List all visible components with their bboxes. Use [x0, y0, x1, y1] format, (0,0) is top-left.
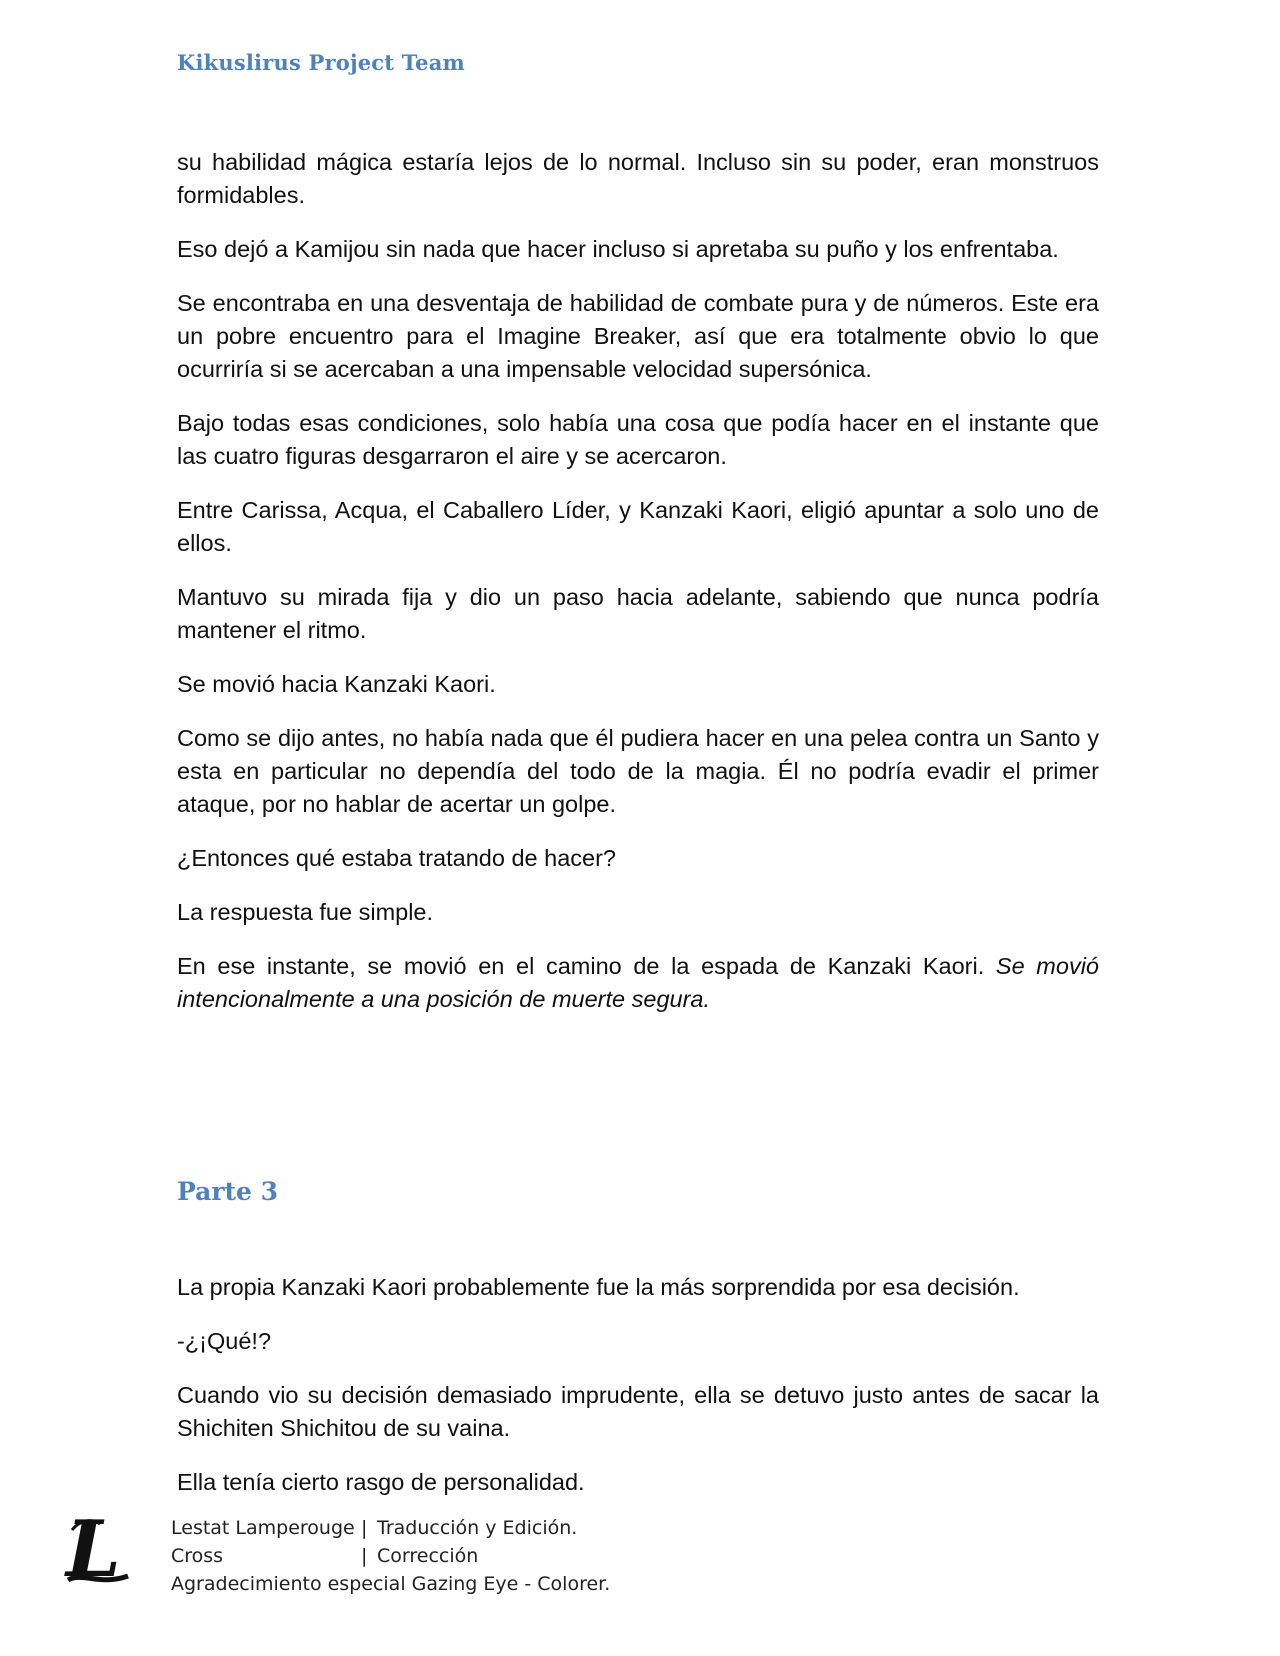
credits-block: [171, 1514, 610, 1598]
credit-separator: |: [361, 1517, 368, 1539]
page-header-title: Kikuslirus Project Team: [177, 50, 465, 75]
special-thanks: Agradecimiento especial Gazing Eye - Colorer.: [171, 1573, 611, 1595]
paragraph: La respuesta fue simple.: [177, 899, 434, 925]
italic-emphasis: Se movió intencionalmente a una posición de muerte segura.: [177, 953, 1099, 1012]
paragraph: Mantuvo su mirada fija y dio un paso hacia adelante, sabiendo que nunca podría mantener el ritmo.: [177, 584, 1099, 643]
gothic-letter-l-logo-icon: [62, 1510, 132, 1590]
paragraph: su habilidad mágica estaría lejos de lo normal. Incluso sin su poder, eran monstruos formidables.: [177, 149, 1099, 208]
page-footer: [0, 1510, 1280, 1630]
paragraph: -¿¡Qué!?: [177, 1328, 272, 1354]
paragraph: ¿Entonces qué estaba tratando de hacer?: [177, 845, 616, 871]
paragraph: Se movió hacia Kanzaki Kaori.: [177, 671, 496, 697]
paragraph: Ella tenía cierto rasgo de personalidad.: [177, 1469, 585, 1495]
body-text-part3: [177, 1271, 1099, 1520]
credit-separator: |: [361, 1545, 368, 1567]
paragraph: Entre Carissa, Acqua, el Caballero Líder, y Kanzaki Kaori, eligió apuntar a solo uno de ellos.: [177, 497, 1099, 556]
body-text-part2: [177, 146, 1099, 1037]
credit-role: Traducción y Edición.: [377, 1517, 578, 1539]
paragraph: Cuando vio su decisión demasiado imprudente, ella se detuvo justo antes de sacar la Shichiten Shichitou de su vaina.: [177, 1382, 1099, 1441]
section-heading: Parte 3: [177, 1177, 279, 1206]
credit-role: Corrección: [377, 1545, 479, 1567]
credit-row: [171, 1514, 610, 1542]
credit-row: [171, 1542, 610, 1570]
svg-text:L: L: [66, 1510, 121, 1590]
paragraph: Como se dijo antes, no había nada que él pudiera hacer en una pelea contra un Santo y esta en particular no dependía del todo de la magia. Él no podría evadir el primer ataque, por no hablar de acertar un golpe.: [177, 725, 1099, 817]
paragraph: La propia Kanzaki Kaori probablemente fue la más sorprendida por esa decisión.: [177, 1274, 1020, 1300]
paragraph: Se encontraba en una desventaja de habilidad de combate pura y de números. Este era un pobre encuentro para el Imagine Breaker, así que era totalmente obvio lo que ocurriría si se acercaban a una impensable velocidad supersónica.: [177, 290, 1099, 382]
paragraph: Bajo todas esas condiciones, solo había una cosa que podía hacer en el instante que las cuatro figuras desgarraron el aire y se acercaron.: [177, 410, 1099, 469]
credit-name: Lestat Lamperouge: [171, 1517, 355, 1539]
credit-name: Cross: [171, 1545, 224, 1567]
paragraph: En ese instante, se movió en el camino de la espada de Kanzaki Kaori. Se movió intencionalmente a una posición de muerte segura.: [177, 953, 1099, 1012]
paragraph: Eso dejó a Kamijou sin nada que hacer incluso si apretaba su puño y los enfrentaba.: [177, 236, 1059, 262]
